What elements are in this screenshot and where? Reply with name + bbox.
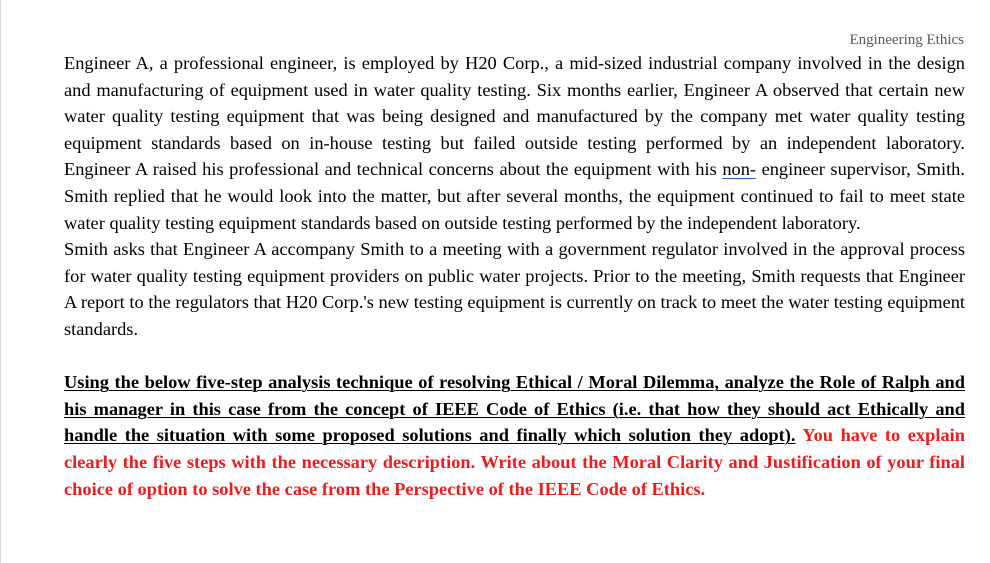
document-body[interactable] [64,50,965,502]
case-paragraph-2: Smith asks that Engineer A accompany Smith to a meeting with a government regulator involved in the approval process for water quality testing equipment providers on public water projects. Prior to the meeting, Smith requests that Engineer A report to the regulators that H20 Corp.'s new testing equipment is currently on track to meet the water testing equipment standards. [64,239,965,339]
case-paragraph-1-text: Engineer A, a professional engineer, is employed by H20 Corp., a mid-sized industrial company involved in the design and manufacturing of equipment used in water quality testing. Six months earlier, Engineer A observed that certain new water quality testing equipment that was being designed and manufactured by the company met water quality testing equipment standards based on in-house testing but failed outside testing performed by an independent laboratory. Engineer A raised his professional and technical concerns about the equipment with his [64,53,965,180]
blank-line [64,343,965,370]
task-red-text: You have to explain clearly the five steps with the necessary description. Write about the Moral Clarity and Justification of your final choice of option to solve the case from the Perspective of the IEEE Code of Ethics. [64,425,965,499]
page-header: Engineering Ethics [849,32,964,48]
case-paragraph-1 [64,50,965,236]
case-paragraph-1-text-end: engineer supervisor, Smith. Smith replied that he would look into the matter, but after several months, the equipment continued to fail to meet state water quality testing equipment standards based on outside testing performed by the independent laboratory. [64,159,965,233]
task-instructions [64,369,965,502]
spellcheck-flagged-word[interactable]: non- [722,159,757,180]
task-underlined-text: Using the below five-step analysis technique of resolving Ethical / Moral Dilemma, analyze the Role of Ralph and his manager in this case from the concept of IEEE Code of Ethics (i.e. that how they should act Ethically and handle the situation with some proposed solutions and finally which solution they adopt). [64,372,965,446]
page-left-edge [0,0,1,563]
